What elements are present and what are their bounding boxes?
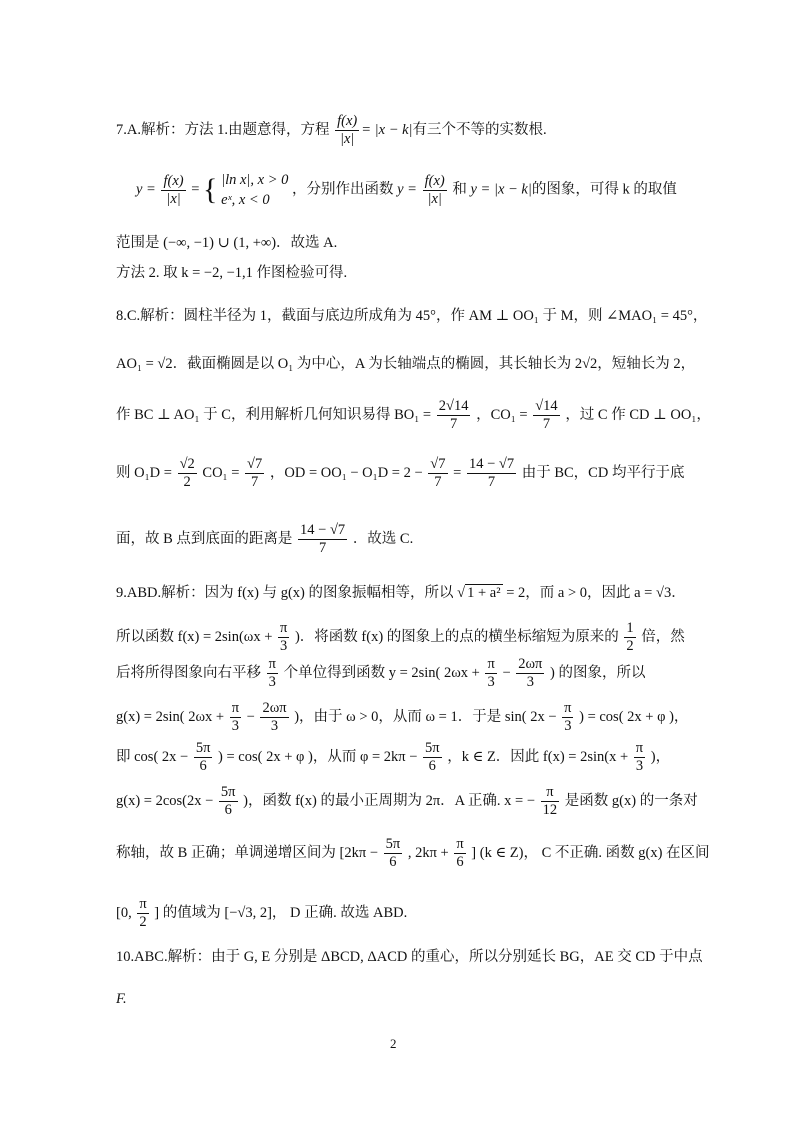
p7-y-eq: y =	[136, 181, 156, 198]
p9-l5-f3-num: π	[635, 740, 644, 756]
p9-l3-f2-num: π	[487, 656, 495, 672]
p8-line5a: 面，故 B 点到底面的距离是	[116, 530, 293, 547]
p8-line4d: =	[453, 464, 462, 481]
p9-line4d: ) = cos( 2x + φ )，	[579, 708, 689, 725]
p9-line4b: −	[246, 708, 255, 725]
p8-line3a: 作 BC ⊥ AO₁ 于 C，利用解析几何知识易得 BO₁ =	[116, 406, 432, 423]
p7-draw-text3: y = |x − k|	[470, 181, 532, 198]
p8-line4c: ，OD = OO₁ − O₁D = 2 −	[269, 464, 423, 481]
p8-line4b: CO₁ =	[202, 464, 240, 481]
p9-l7-f2	[454, 836, 465, 871]
p7-fraction	[335, 113, 359, 148]
p9-line6c: 是函数 g(x) 的一条对	[564, 792, 698, 809]
p8-frac-bo1-num: 2√14	[438, 398, 469, 414]
p8-frac-b-den: 7	[251, 474, 259, 490]
p7-frac-den: |x|	[339, 131, 355, 147]
p9-l6-f2	[541, 784, 560, 819]
p9-l4-f3-den: 3	[564, 718, 572, 734]
p9-l8-f1-num: π	[139, 896, 147, 912]
p9-line5c: ，k ∈ Z．因此 f(x) = 2sin(x +	[447, 748, 629, 765]
p9-line3	[116, 656, 645, 691]
p9-l3-f3-den: 3	[526, 674, 534, 690]
p8-line1: 8.C.解析：圆柱半径为 1，截面与底边所成角为 45°，作 AM ⊥ OO₁ 于 M，则 ∠MAO₁ = 45°，	[116, 308, 708, 324]
p8-line3b: ，CO₁ =	[476, 406, 528, 423]
p8-frac-co1	[533, 398, 559, 433]
p9-line3a: 后将所得图象向右平移	[116, 664, 261, 681]
p8-frac-a-den: 2	[183, 474, 191, 490]
p9-l8-f1	[137, 896, 148, 931]
p7-draw-tail: 的图象，可得 k 的取值	[531, 181, 677, 198]
p7-range: 范围是 (−∞, −1) ∪ (1, +∞)．故选 A.	[116, 235, 338, 251]
p9-line1a: 9.ABD.解析：因为 f(x) 与 g(x) 的图象振幅相等，所以	[116, 585, 454, 601]
p9-line7	[116, 836, 710, 871]
p7-y-frac-den: |x|	[166, 190, 181, 207]
p9-line8	[116, 896, 407, 931]
p7-label: 7.A.解析：	[116, 121, 185, 138]
p9-l7-f1	[384, 836, 403, 871]
p7-abs-xk: = |x − k|	[361, 121, 413, 138]
p7-y-frac-num: f(x)	[163, 172, 184, 189]
p7-line2: y = $\frac{f(x)}{|x|}$ = { |ln x|, x > 0 eˣ, x < 0 ，分别作出函数 y = $\frac{f(x)}{|x|}$ 和 y = |x − k|的图象，可得 k 的取值	[136, 172, 677, 208]
p8-line5b: ．故选 C.	[352, 530, 414, 547]
p9-line7c: , 2kπ +	[407, 844, 449, 861]
p7-y2-frac-num: f(x)	[424, 172, 445, 189]
p8-frac-d-num: 14 − √7	[468, 456, 515, 472]
p9-line8a: [0,	[116, 904, 132, 921]
p8-frac-c-den: 7	[434, 474, 442, 490]
p9-line6	[116, 784, 698, 819]
p9-line7d: ] (k ∈ Z)， C 不正确. 函数 g(x) 在区间	[471, 844, 710, 861]
p9-l4-f2	[260, 700, 288, 735]
page-number: 2	[390, 1036, 397, 1051]
p9-l6-f1-num: 5π	[220, 784, 236, 800]
p9-l7-f2-num: π	[456, 836, 464, 852]
p9-l6-f2-den: 12	[542, 802, 558, 818]
p9-l5-f3	[634, 740, 645, 775]
p9-line2a: 所以函数 f(x) = 2sin(ωx +	[116, 628, 273, 645]
p7-line1	[116, 113, 547, 148]
p9-l5-f2	[423, 740, 442, 775]
p9-line2c: 倍，然	[641, 628, 685, 645]
p9-line5	[116, 740, 670, 775]
p7-piecewise	[221, 170, 288, 210]
p9-l4-f1	[230, 700, 241, 735]
p8-frac-co1-num: √14	[535, 398, 558, 414]
p9-line4c: )，由于 ω > 0，从而 ω = 1．于是 sin( 2x −	[294, 708, 557, 725]
p9-line4a: g(x) = 2sin( 2ωx +	[116, 708, 225, 725]
p8-frac-co1-den: 7	[542, 416, 551, 432]
p9-l2-f2-den: 2	[626, 638, 634, 654]
p9-line1: 9.ABD.解析：因为 f(x) 与 g(x) 的图象振幅相等，所以 √ 1 + a² = 2，而 a > 0，因此 a = √3．	[116, 585, 686, 601]
p8-frac-c-num: √7	[430, 456, 446, 472]
p9-l3-f3	[516, 656, 544, 691]
p9-l3-f2-den: 3	[487, 674, 495, 690]
p8-frac-c	[428, 456, 447, 491]
p9-line7b: [2kπ −	[339, 844, 378, 861]
p9-l6-f1-den: 6	[224, 802, 232, 818]
p7-brace: {	[203, 173, 218, 206]
p9-line7a: 称轴，故 B 正确；单调递增区间为	[116, 844, 336, 861]
p9-l3-f1-num: π	[268, 656, 276, 672]
p9-l5-f1-den: 6	[199, 758, 207, 774]
p8-frac-b-num: √7	[247, 456, 263, 472]
p7-draw-text2: 和	[452, 181, 467, 198]
p7-method1-intro: 方法 1.由题意得，方程	[184, 121, 330, 138]
p8-line4a: 则 O₁D =	[116, 464, 172, 481]
p9-line3c: −	[502, 664, 511, 681]
p8-line4	[116, 456, 684, 491]
p9-l3-f1-den: 3	[268, 674, 276, 690]
p7-method2: 方法 2. 取 k = −2, −1,1 作图检验可得.	[116, 265, 348, 281]
p7-y-fraction	[161, 173, 185, 208]
p10-line2: F.	[116, 991, 127, 1007]
p8-line3	[116, 398, 711, 433]
p9-l2-f1	[278, 620, 289, 655]
p9-l7-f1-den: 6	[389, 854, 397, 870]
p9-l5-f1	[194, 740, 213, 775]
p8-frac-bo1-den: 7	[449, 416, 458, 432]
p9-l4-f3-num: π	[564, 700, 572, 716]
p7-piece1: |ln x|, x > 0	[221, 172, 289, 188]
p8-frac-b	[245, 456, 264, 491]
p8-frac-e	[298, 522, 347, 557]
p9-l3-f3-num: 2ωπ	[518, 656, 543, 672]
p8-frac-bo1	[437, 398, 471, 433]
p9-l6-f1	[219, 784, 238, 819]
p9-line5b: ) = cos( 2x + φ )，从而 φ = 2kπ −	[218, 748, 418, 765]
p9-l3-f2	[485, 656, 496, 691]
p9-line4	[116, 700, 688, 735]
p9-l2-f1-num: π	[280, 620, 288, 636]
p9-line8b: ] 的值域为 [−√3, 2]， D 正确. 故选 ABD.	[154, 904, 408, 921]
p9-l4-f3	[562, 700, 573, 735]
p9-l2-f1-den: 3	[280, 638, 288, 654]
p7-method1-tail: 有三个不等的实数根.	[412, 121, 547, 138]
p9-l7-f1-num: 5π	[385, 836, 401, 852]
p9-sqrt: 1 + a²	[467, 585, 501, 601]
p9-l3-f1	[267, 656, 278, 691]
p9-line2b: )．将函数 f(x) 的图象上的点的横坐标缩短为原来的	[294, 628, 619, 645]
p9-line5a: 即 cos( 2x −	[116, 748, 189, 765]
p9-line6b: )，函数 f(x) 的最小正周期为 2π．A 正确. x = −	[243, 792, 536, 809]
p8-line2: AO₁ = √2．截面椭圆是以 O₁ 为中心，A 为长轴端点的椭圆，其长轴长为 2√2，短轴长为 2，	[116, 356, 696, 372]
p8-frac-e-den: 7	[318, 540, 327, 556]
p9-l5-f3-den: 3	[635, 758, 644, 774]
p9-l4-f2-den: 3	[270, 718, 279, 734]
p9-line6a: g(x) = 2cos(2x −	[116, 792, 214, 809]
p9-line2	[116, 620, 685, 655]
p9-line5d: )，	[650, 748, 671, 765]
p8-line3c: ，过 C 作 CD ⊥ OO₁，	[565, 406, 711, 423]
p8-frac-d	[467, 456, 516, 491]
p8-line4e: 由于 BC，CD 均平行于底	[521, 464, 685, 481]
p9-l5-f2-den: 6	[428, 758, 436, 774]
p10-line1: 10.ABC.解析：由于 G, E 分别是 ΔBCD, ΔACD 的重心，所以分别延长 BG，AE 交 CD 于中点	[116, 949, 703, 965]
p8-line5	[116, 522, 413, 557]
p9-l4-f2-num: 2ωπ	[262, 700, 287, 716]
p7-piece2: eˣ, x < 0	[221, 192, 270, 208]
p8-frac-e-num: 14 − √7	[300, 522, 346, 538]
p7-draw-text: ，分别作出函数	[292, 181, 394, 198]
p7-frac-num: f(x)	[337, 113, 358, 129]
p9-l5-f1-num: 5π	[195, 740, 211, 756]
p8-frac-a-num: √2	[179, 456, 195, 472]
p9-l4-f1-den: 3	[231, 718, 239, 734]
p7-y2-frac-den: |x|	[427, 190, 442, 207]
p9-line3d: ) 的图象，所以	[550, 664, 646, 681]
p9-line3b: 个单位得到函数 y = 2sin( 2ωx +	[283, 664, 480, 681]
p9-l2-f2-num: 1	[626, 620, 634, 636]
p9-l4-f1-num: π	[231, 700, 240, 716]
p9-l5-f2-num: 5π	[425, 740, 440, 756]
p9-l6-f2-num: π	[541, 784, 560, 802]
p8-frac-d-den: 7	[487, 474, 496, 490]
p8-frac-a	[178, 456, 197, 491]
p7-y-fraction-2	[423, 173, 447, 208]
p9-l7-f2-den: 6	[456, 854, 464, 870]
p9-line1b: = 2，而 a > 0，因此 a = √3．	[506, 585, 686, 601]
p9-l8-f1-den: 2	[139, 914, 147, 930]
p9-l2-f2	[624, 620, 635, 655]
